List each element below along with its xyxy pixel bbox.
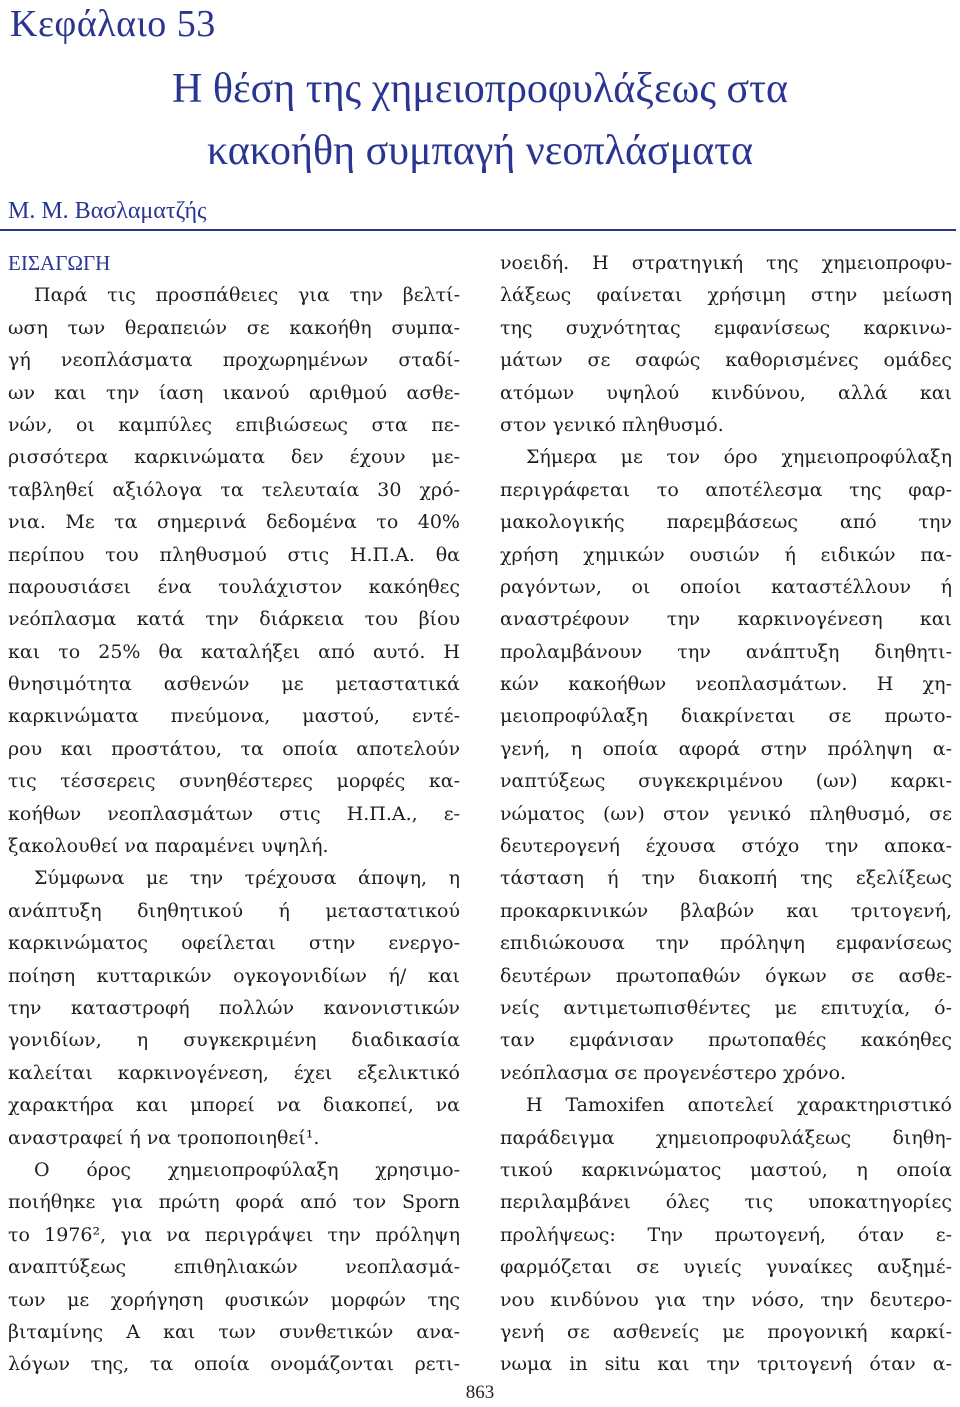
chapter-label: Κεφάλαιο 53 [10,3,216,45]
text-line: παρουσιάσει ένα τουλάχιστον κακόηθες [8,575,460,598]
chapter-title-line: κακοήθη συμπαγή νεοπλάσματα [206,128,754,174]
text-line: καρκινώματος οφείλεται στην ενεργο- [8,932,460,955]
text-line: νεόπλασμα σε προγενέστερο χρόνο. [500,1061,847,1084]
text-line: ων και την ίαση ικανού αριθμού ασθε- [8,381,460,404]
text-line: καλείται καρκινογένεση, έχει εξελικτικό [8,1061,460,1084]
text-line: ποιήθηκε για πρώτη φορά από τον Sporn [8,1191,460,1214]
text-line: Ο όρος χημειοπροφύλαξη χρησιμο- [34,1158,460,1181]
text-line: αναπτύξεως επιθηλιακών νεοπλασμά- [8,1256,460,1279]
text-line: γενή σε ασθενείς με προγονική καρκί- [500,1320,952,1343]
text-line: νών, οι καμπύλες επιβιώσεως στα πε- [8,413,460,436]
text-line: δευτερογενή έχουσα στόχο την αποκα- [500,835,952,858]
text-line: νοειδή. Η στρατηγική της χημειοπροφυ- [500,252,952,274]
text-line: παράδειγμα χημειοπροφυλάξεως διηθη- [500,1126,952,1149]
page-number: 863 [465,1382,495,1403]
text-line: λόγων της, τα οποία ονομάζονται ρετι- [8,1353,460,1376]
chapter-title-line: Η θέση της χημειοπροφυλάξεως στα [172,66,788,112]
text-line: περίπου του πληθυσμού στις Η.Π.Α. θα [8,543,460,566]
author-name: Μ. Μ. Βασλαματζής [8,198,207,224]
text-line: μακολογικής παρεμβάσεως από την [500,511,952,534]
text-line: ατόμων υψηλού κινδύνου, αλλά και [500,381,952,404]
text-line: τικού καρκινώματος μαστού, η οποία [500,1158,952,1181]
left-column [8,247,460,1381]
text-line: λάξεως φαίνεται χρήσιμη στην μείωση [500,284,952,307]
text-line: ποίηση κυτταρικών ογκογονιδίων ή/ και [8,964,460,987]
text-line: ρισσότερα καρκινώματα δεν έχουν με- [8,446,460,469]
text-line: νωμα in situ και την τριτογενή όταν α- [500,1353,952,1376]
text-line: της συχνότητας εμφανίσεως καρκινω- [500,316,952,339]
text-line: νια. Με τα σημερινά δεδομένα το 40% [8,511,460,534]
text-line: ταν εμφάνισαν πρωτοπαθές κακόηθες [500,1029,952,1052]
text-line: χρήση χημικών ουσιών ή ειδικών πα- [500,543,952,566]
text-line: προλήψεως: Την πρωτογενή, όταν ε- [500,1223,952,1246]
text-line: νείς αντιμετωπισθέντες με επιτυχία, ό- [500,996,952,1019]
text-line: Η Tamoxifen αποτελεί χαρακτηριστικό [526,1094,952,1117]
text-line: την καταστροφή πολλών κανονιστικών [8,996,460,1019]
text-line: καρκινώματα πνεύμονα, μαστού, εντέ- [8,705,460,728]
text-line: ανάπτυξη διηθητικού ή μεταστατικού [8,899,460,922]
section-heading: ΕΙΣΑΓΩΓΗ [8,251,111,275]
text-line: φαρμόζεται σε υγιείς γυναίκες αυξημέ- [500,1256,952,1279]
text-line: μάτων σε σαφώς καθορισμένες ομάδες [500,349,952,372]
text-line: των με χορήγηση φυσικών μορφών της [8,1288,460,1311]
text-line: επιδιώκουσα την πρόληψη εμφανίσεως [500,932,952,955]
text-line: ναπτύξεως συγκεκριμένου (ων) καρκι- [500,770,952,793]
text-line: χαρακτήρα και μπορεί να διακοπεί, να [8,1094,460,1117]
header-divider [0,229,956,231]
text-line: γή νεοπλάσματα προχωρημένων σταδί- [8,349,460,372]
text-line: το 1976², για να περιγράψει την πρόληψη [8,1223,460,1246]
text-line: ρου και προστάτου, τα οποία αποτελούν [8,737,460,760]
text-line: προκαρκινικών βλαβών και τριτογενή, [500,899,952,922]
text-line: ταβληθεί αξιόλογα τα τελευταία 30 χρό- [8,478,460,501]
text-line: ωση των θεραπειών σε κακοήθη συμπα- [8,316,460,339]
text-line: μειοπροφύλαξη διακρίνεται σε πρωτο- [500,705,952,728]
text-line: γενή, η οποία αφορά στην πρόληψη α- [500,737,952,760]
text-line: στον γενικό πληθυσμό. [500,413,724,436]
text-line: νου κινδύνου για την νόσο, την δευτερο- [500,1288,952,1311]
text-line: ραγόντων, οι οποίοι καταστέλλουν ή [500,575,952,598]
text-line: ξακολουθεί να παραμένει υψηλή. [8,835,329,858]
text-line: δευτέρων πρωτοπαθών όγκων σε ασθε- [500,964,952,987]
text-line: κοήθων νεοπλασμάτων στις Η.Π.Α., ε- [8,802,460,825]
text-line: προλαμβάνουν την ανάπτυξη διηθητι- [500,640,952,663]
text-line: Σήμερα με τον όρο χημειοπροφύλαξη [526,446,952,469]
text-line: τάσταση ή την διακοπή της εξελίξεως [500,867,952,890]
text-line: γονιδίων, η συγκεκριμένη διαδικασία [8,1029,460,1052]
text-line: Παρά τις προσπάθειες για την βελτί- [34,284,460,307]
text-line: περιγράφεται το αποτέλεσμα της φαρ- [500,478,952,501]
text-line: τις τέσσερεις συνηθέστερες μορφές κα- [8,770,460,793]
text-line: κών κακοήθων νεοπλασμάτων. Η χη- [500,673,952,696]
text-line: αναστρέφουν την καρκινογένεση και [500,608,952,631]
text-line: νώματος (ων) στον γενικό πληθυσμό, σε [500,802,952,825]
text-line: βιταμίνης Α και των συνθετικών ανα- [8,1320,460,1343]
text-line: περιλαμβάνει όλες τις υποκατηγορίες [500,1191,952,1214]
text-line: νεόπλασμα κατά την διάρκεια του βίου [8,608,460,631]
text-line: αναστραφεί ή να τροποποιηθεί¹. [8,1126,320,1149]
chapter-title [0,58,960,182]
right-column [500,247,952,1381]
text-line: Σύμφωνα με την τρέχουσα άποψη, η [34,867,460,890]
text-line: και το 25% θα καταλήξει από αυτό. Η [8,640,460,663]
text-line: θνησιμότητα ασθενών με μεταστατικά [8,673,460,696]
